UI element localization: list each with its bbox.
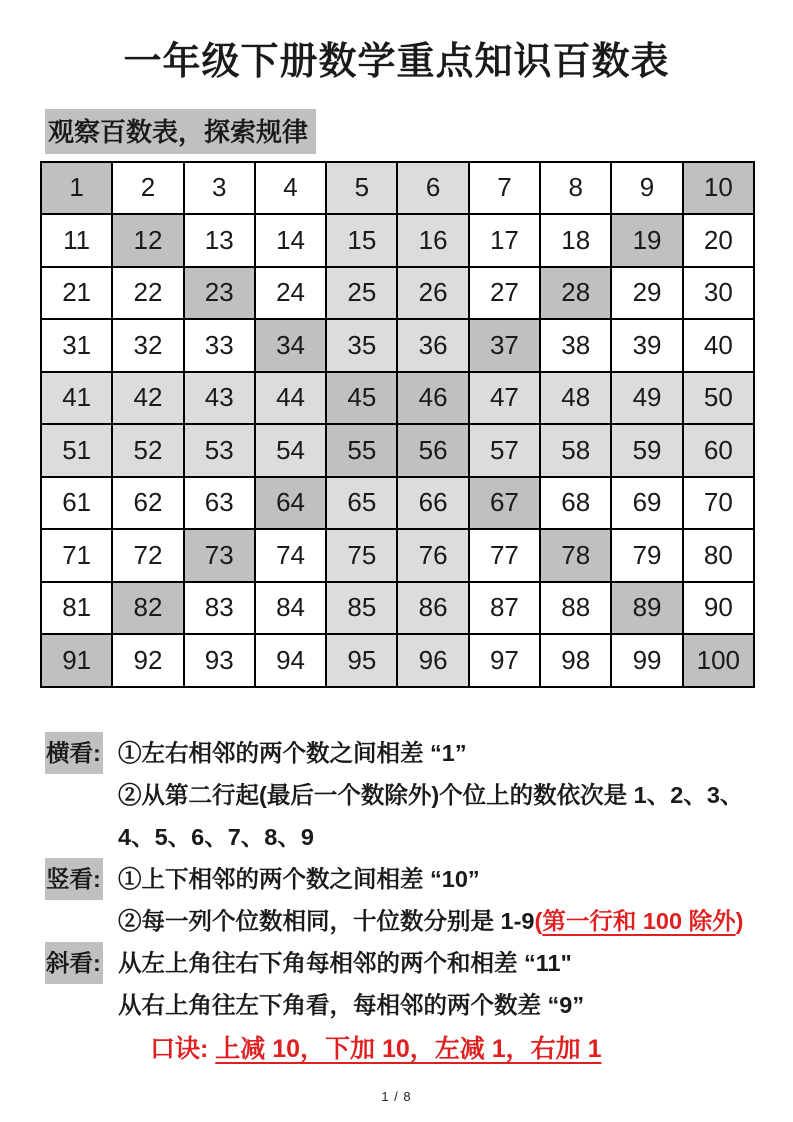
table-cell-74: 74: [255, 529, 326, 582]
table-cell-6: 6: [397, 162, 468, 215]
table-cell-5: 5: [326, 162, 397, 215]
table-cell-67: 67: [469, 477, 540, 530]
table-cell-32: 32: [112, 319, 183, 372]
notes-section: [45, 732, 763, 1071]
table-cell-54: 54: [255, 424, 326, 477]
hundred-number-table: [40, 161, 755, 688]
table-cell-55: 55: [326, 424, 397, 477]
table-cell-22: 22: [112, 267, 183, 320]
table-cell-90: 90: [683, 582, 754, 635]
table-cell-49: 49: [611, 372, 682, 425]
shu-line2-red-text: 第一行和 100 除外: [542, 907, 736, 934]
table-cell-87: 87: [469, 582, 540, 635]
table-cell-95: 95: [326, 634, 397, 687]
table-row: [41, 582, 754, 635]
table-cell-33: 33: [184, 319, 255, 372]
table-cell-72: 72: [112, 529, 183, 582]
table-cell-86: 86: [397, 582, 468, 635]
table-cell-17: 17: [469, 214, 540, 267]
xie-label-highlight: 斜看:: [45, 942, 103, 984]
table-cell-81: 81: [41, 582, 112, 635]
table-cell-93: 93: [184, 634, 255, 687]
koujue-line: [45, 1027, 763, 1071]
table-cell-25: 25: [326, 267, 397, 320]
table-cell-35: 35: [326, 319, 397, 372]
table-cell-66: 66: [397, 477, 468, 530]
table-cell-91: 91: [41, 634, 112, 687]
table-cell-53: 53: [184, 424, 255, 477]
table-cell-63: 63: [184, 477, 255, 530]
table-cell-77: 77: [469, 529, 540, 582]
page-title: 一年级下册数学重点知识百数表: [123, 41, 670, 83]
subtitle-row: [45, 109, 793, 154]
table-cell-15: 15: [326, 214, 397, 267]
table-cell-2: 2: [112, 162, 183, 215]
page-number: 1 / 8: [381, 1089, 412, 1104]
table-cell-64: 64: [255, 477, 326, 530]
table-cell-36: 36: [397, 319, 468, 372]
table-cell-84: 84: [255, 582, 326, 635]
table-cell-60: 60: [683, 424, 754, 477]
table-row: [41, 372, 754, 425]
koujue-text: 上减 10，下加 10，左减 1，右加 1: [215, 1034, 602, 1063]
table-cell-48: 48: [540, 372, 611, 425]
table-cell-50: 50: [683, 372, 754, 425]
table-cell-59: 59: [611, 424, 682, 477]
table-cell-56: 56: [397, 424, 468, 477]
heng-line2-text: ②从第二行起(最后一个数除外)个位上的数依次是 1、2、3、: [118, 781, 744, 808]
table-cell-10: 10: [683, 162, 754, 215]
table-cell-94: 94: [255, 634, 326, 687]
table-cell-14: 14: [255, 214, 326, 267]
table-cell-1: 1: [41, 162, 112, 215]
table-cell-58: 58: [540, 424, 611, 477]
table-cell-23: 23: [184, 267, 255, 320]
table-cell-52: 52: [112, 424, 183, 477]
note-heng-line2: [45, 774, 763, 816]
table-cell-68: 68: [540, 477, 611, 530]
table-cell-34: 34: [255, 319, 326, 372]
shu-line2-open-paren: (: [534, 907, 543, 934]
note-shu-line2: [45, 900, 763, 942]
table-cell-51: 51: [41, 424, 112, 477]
table-cell-100: 100: [683, 634, 754, 687]
note-xie-line2: [45, 984, 763, 1026]
table-cell-24: 24: [255, 267, 326, 320]
table-cell-92: 92: [112, 634, 183, 687]
table-cell-44: 44: [255, 372, 326, 425]
table-cell-42: 42: [112, 372, 183, 425]
table-cell-38: 38: [540, 319, 611, 372]
table-row: [41, 634, 754, 687]
heng-line3-text: 4、5、6、7、8、9: [118, 823, 314, 850]
table-cell-13: 13: [184, 214, 255, 267]
table-row: [41, 214, 754, 267]
note-shu-line1: [45, 858, 763, 900]
hundred-number-table-body: [41, 162, 754, 687]
xie-line1-text: 从左上角往右下角每相邻的两个和相差 “11": [118, 949, 572, 976]
table-cell-78: 78: [540, 529, 611, 582]
table-cell-39: 39: [611, 319, 682, 372]
table-row: [41, 477, 754, 530]
table-cell-19: 19: [611, 214, 682, 267]
table-cell-18: 18: [540, 214, 611, 267]
table-cell-75: 75: [326, 529, 397, 582]
table-cell-62: 62: [112, 477, 183, 530]
xie-line2-text: 从右上角往左下角看，每相邻的两个数差 “9”: [118, 991, 585, 1018]
table-cell-57: 57: [469, 424, 540, 477]
shu-label-highlight: 竖看:: [45, 858, 103, 900]
table-cell-82: 82: [112, 582, 183, 635]
table-cell-99: 99: [611, 634, 682, 687]
table-cell-29: 29: [611, 267, 682, 320]
table-cell-21: 21: [41, 267, 112, 320]
table-cell-80: 80: [683, 529, 754, 582]
table-cell-27: 27: [469, 267, 540, 320]
table-cell-26: 26: [397, 267, 468, 320]
table-cell-79: 79: [611, 529, 682, 582]
table-cell-8: 8: [540, 162, 611, 215]
table-cell-76: 76: [397, 529, 468, 582]
shu-line2-black-text: ②每一列个位数相同，十位数分别是 1-9: [118, 907, 535, 934]
table-cell-16: 16: [397, 214, 468, 267]
table-cell-69: 69: [611, 477, 682, 530]
table-cell-88: 88: [540, 582, 611, 635]
shu-line2-close-paren: ): [735, 907, 744, 934]
table-cell-9: 9: [611, 162, 682, 215]
table-cell-7: 7: [469, 162, 540, 215]
table-cell-71: 71: [41, 529, 112, 582]
table-row: [41, 162, 754, 215]
table-cell-65: 65: [326, 477, 397, 530]
table-cell-20: 20: [683, 214, 754, 267]
subtitle-highlight: 观察百数表，探索规律: [45, 109, 316, 154]
note-heng-line3: [45, 816, 763, 858]
note-xie-line1: [45, 942, 763, 984]
table-cell-46: 46: [397, 372, 468, 425]
table-cell-61: 61: [41, 477, 112, 530]
table-cell-31: 31: [41, 319, 112, 372]
table-cell-73: 73: [184, 529, 255, 582]
shu-line1-text: ①上下相邻的两个数之间相差 “10”: [118, 865, 480, 892]
table-cell-11: 11: [41, 214, 112, 267]
table-cell-70: 70: [683, 477, 754, 530]
table-row: [41, 424, 754, 477]
table-cell-37: 37: [469, 319, 540, 372]
table-cell-28: 28: [540, 267, 611, 320]
heng-label-highlight: 横看:: [45, 732, 103, 774]
table-cell-43: 43: [184, 372, 255, 425]
table-cell-4: 4: [255, 162, 326, 215]
table-cell-89: 89: [611, 582, 682, 635]
table-cell-12: 12: [112, 214, 183, 267]
table-cell-41: 41: [41, 372, 112, 425]
table-cell-30: 30: [683, 267, 754, 320]
koujue-label: 口诀:: [150, 1034, 216, 1063]
table-cell-96: 96: [397, 634, 468, 687]
table-row: [41, 529, 754, 582]
table-cell-40: 40: [683, 319, 754, 372]
table-cell-3: 3: [184, 162, 255, 215]
note-heng-line1: [45, 732, 763, 774]
table-cell-98: 98: [540, 634, 611, 687]
table-row: [41, 319, 754, 372]
table-row: [41, 267, 754, 320]
table-cell-85: 85: [326, 582, 397, 635]
heng-line1-text: ①左右相邻的两个数之间相差 “1”: [118, 739, 467, 766]
table-cell-45: 45: [326, 372, 397, 425]
table-cell-97: 97: [469, 634, 540, 687]
table-cell-83: 83: [184, 582, 255, 635]
table-cell-47: 47: [469, 372, 540, 425]
